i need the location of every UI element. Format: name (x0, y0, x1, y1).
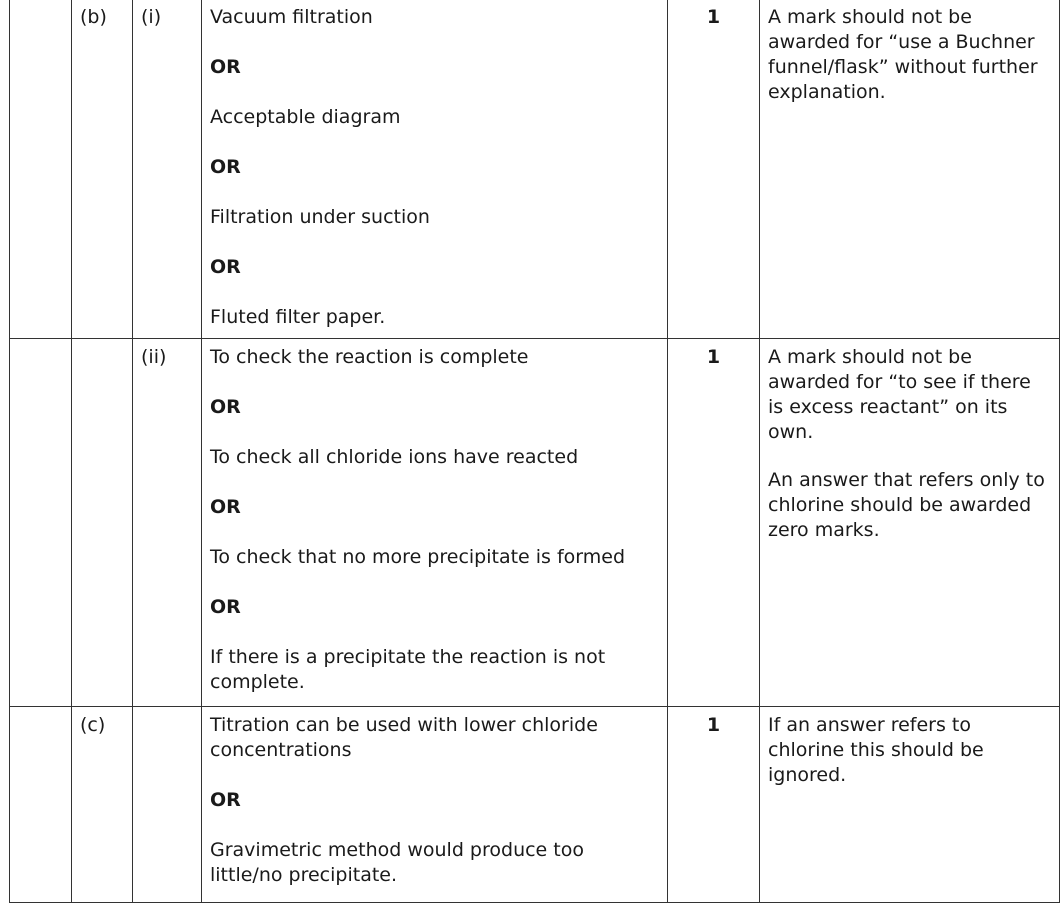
answer-text: Vacuum filtration (210, 6, 373, 28)
question-number-cell (10, 707, 72, 903)
mark-value: 1 (668, 339, 760, 707)
answer-text: If there is a precipitate the reaction is not complete. (210, 646, 606, 693)
mark-scheme-table (9, 0, 1060, 903)
answer-text: Titration can be used with lower chloride concentrations (210, 714, 598, 761)
answer-text: Fluted filter paper. (210, 306, 386, 328)
or-separator: OR (210, 256, 241, 278)
part-label (72, 339, 133, 707)
table-row (10, 339, 1060, 707)
guidance-cell (760, 0, 1060, 339)
table-row (10, 707, 1060, 903)
answer-cell (202, 707, 668, 903)
subpart-label: (ii) (133, 339, 202, 707)
or-separator: OR (210, 56, 241, 78)
part-label: (c) (72, 707, 133, 903)
mark-value: 1 (668, 0, 760, 339)
subpart-label: (i) (133, 0, 202, 339)
guidance-text: A mark should not be awarded for “use a Buchner funnel/flask” without further explanation. (768, 6, 1038, 103)
part-label: (b) (72, 0, 133, 339)
or-separator: OR (210, 789, 241, 811)
answer-cell (202, 0, 668, 339)
question-number-cell (10, 0, 72, 339)
answer-text: To check the reaction is complete (210, 346, 529, 368)
mark-value: 1 (668, 707, 760, 903)
or-separator: OR (210, 156, 241, 178)
guidance-cell (760, 707, 1060, 903)
answer-text: To check all chloride ions have reacted (210, 446, 579, 468)
or-separator: OR (210, 496, 241, 518)
or-separator: OR (210, 596, 241, 618)
table-row (10, 0, 1060, 339)
guidance-text: An answer that refers only to chlorine should be awarded zero marks. (768, 469, 1045, 541)
guidance-text: A mark should not be awarded for “to see if there is excess reactant” on its own. (768, 346, 1031, 443)
subpart-label (133, 707, 202, 903)
or-separator: OR (210, 396, 241, 418)
answer-text: Filtration under suction (210, 206, 430, 228)
question-number-cell (10, 339, 72, 707)
answer-text: To check that no more precipitate is formed (210, 546, 626, 568)
guidance-cell (760, 339, 1060, 707)
answer-text: Acceptable diagram (210, 106, 401, 128)
answer-cell (202, 339, 668, 707)
guidance-text: If an answer refers to chlorine this should be ignored. (768, 714, 984, 786)
answer-text: Gravimetric method would produce too little/no precipitate. (210, 839, 584, 886)
